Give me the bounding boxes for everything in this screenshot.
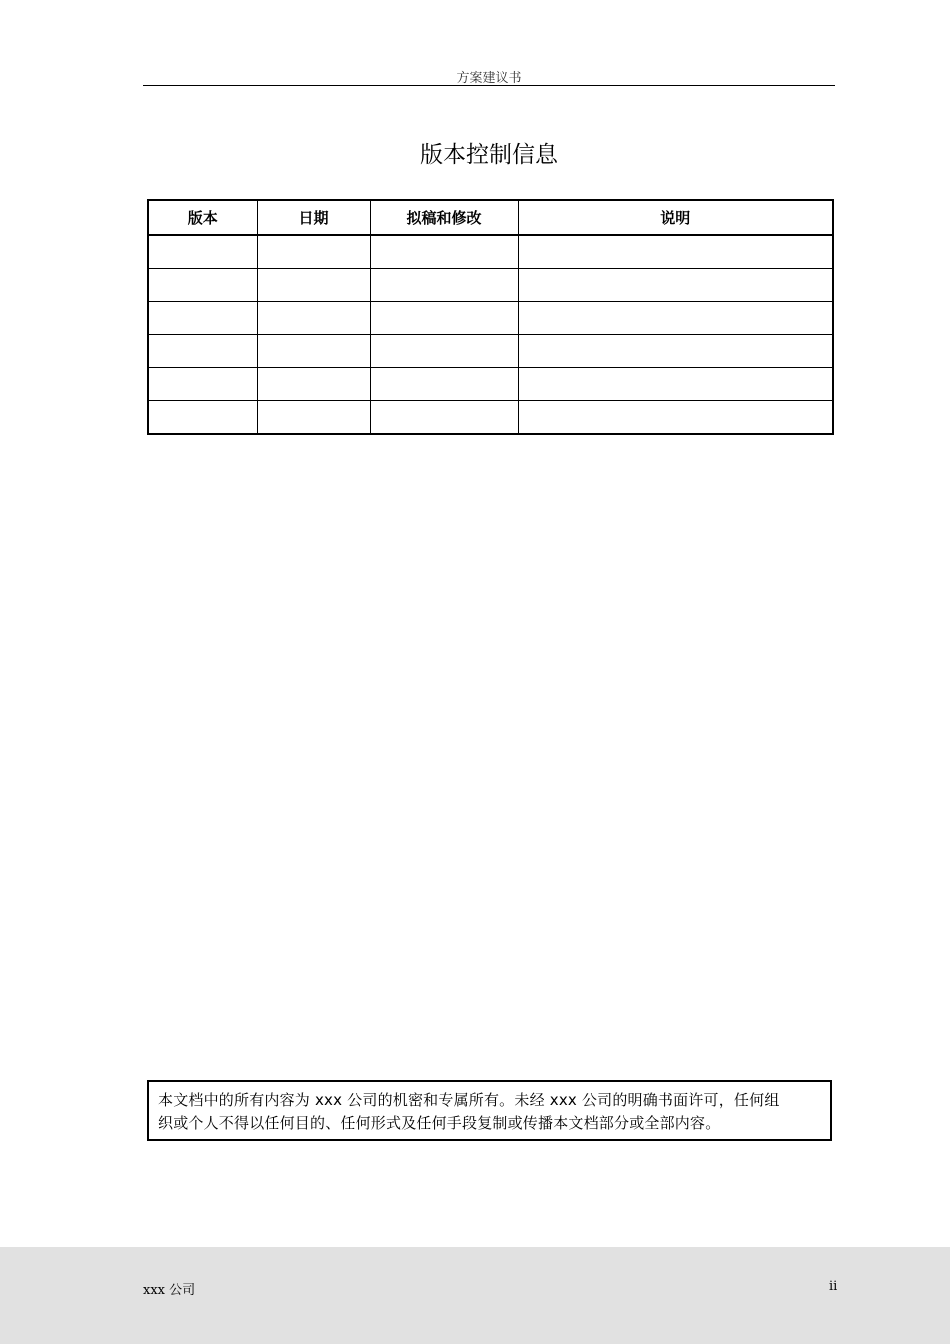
- table-cell: [518, 235, 833, 269]
- table-cell: [257, 235, 370, 269]
- column-header-version: 版本: [148, 200, 257, 235]
- notice-line: 织或个人不得以任何目的、任何形式及任何手段复制或传播本文档部分或全部内容。: [158, 1114, 721, 1132]
- table-row: [148, 368, 833, 401]
- table-cell: [257, 401, 370, 435]
- table-row: [148, 401, 833, 435]
- table-cell: [148, 368, 257, 401]
- version-control-table: [147, 199, 834, 435]
- table-row: [148, 302, 833, 335]
- table-cell: [370, 302, 518, 335]
- column-header-description: 说明: [518, 200, 833, 235]
- footer-page-number: ii: [829, 1279, 838, 1294]
- table-cell: [148, 235, 257, 269]
- column-header-date: 日期: [257, 200, 370, 235]
- table-cell: [518, 368, 833, 401]
- table-cell: [370, 269, 518, 302]
- table-row: [148, 335, 833, 368]
- table-cell: [148, 335, 257, 368]
- table-header-row: [148, 200, 833, 235]
- table-cell: [518, 302, 833, 335]
- notice-line: 本文档中的所有内容为 xxx 公司的机密和专属所有。未经 xxx 公司的明确书面许可，任何组: [158, 1091, 780, 1109]
- table-cell: [370, 235, 518, 269]
- header-divider: [143, 85, 835, 86]
- table-cell: [518, 401, 833, 435]
- footer-company-name: xxx 公司: [143, 1283, 196, 1298]
- table-cell: [370, 368, 518, 401]
- table-cell: [518, 335, 833, 368]
- table-cell: [257, 269, 370, 302]
- table-cell: [370, 401, 518, 435]
- table-cell: [257, 302, 370, 335]
- table-cell: [148, 269, 257, 302]
- column-header-author: 拟稿和修改: [370, 200, 518, 235]
- document-title: 版本控制信息: [420, 142, 558, 168]
- confidentiality-notice: [147, 1080, 832, 1141]
- table-cell: [370, 335, 518, 368]
- table-cell: [518, 269, 833, 302]
- table-cell: [257, 368, 370, 401]
- table-row: [148, 269, 833, 302]
- table-row: [148, 235, 833, 269]
- page-header-title: 方案建议书: [456, 71, 522, 86]
- table-cell: [148, 401, 257, 435]
- table-cell: [148, 302, 257, 335]
- table-cell: [257, 335, 370, 368]
